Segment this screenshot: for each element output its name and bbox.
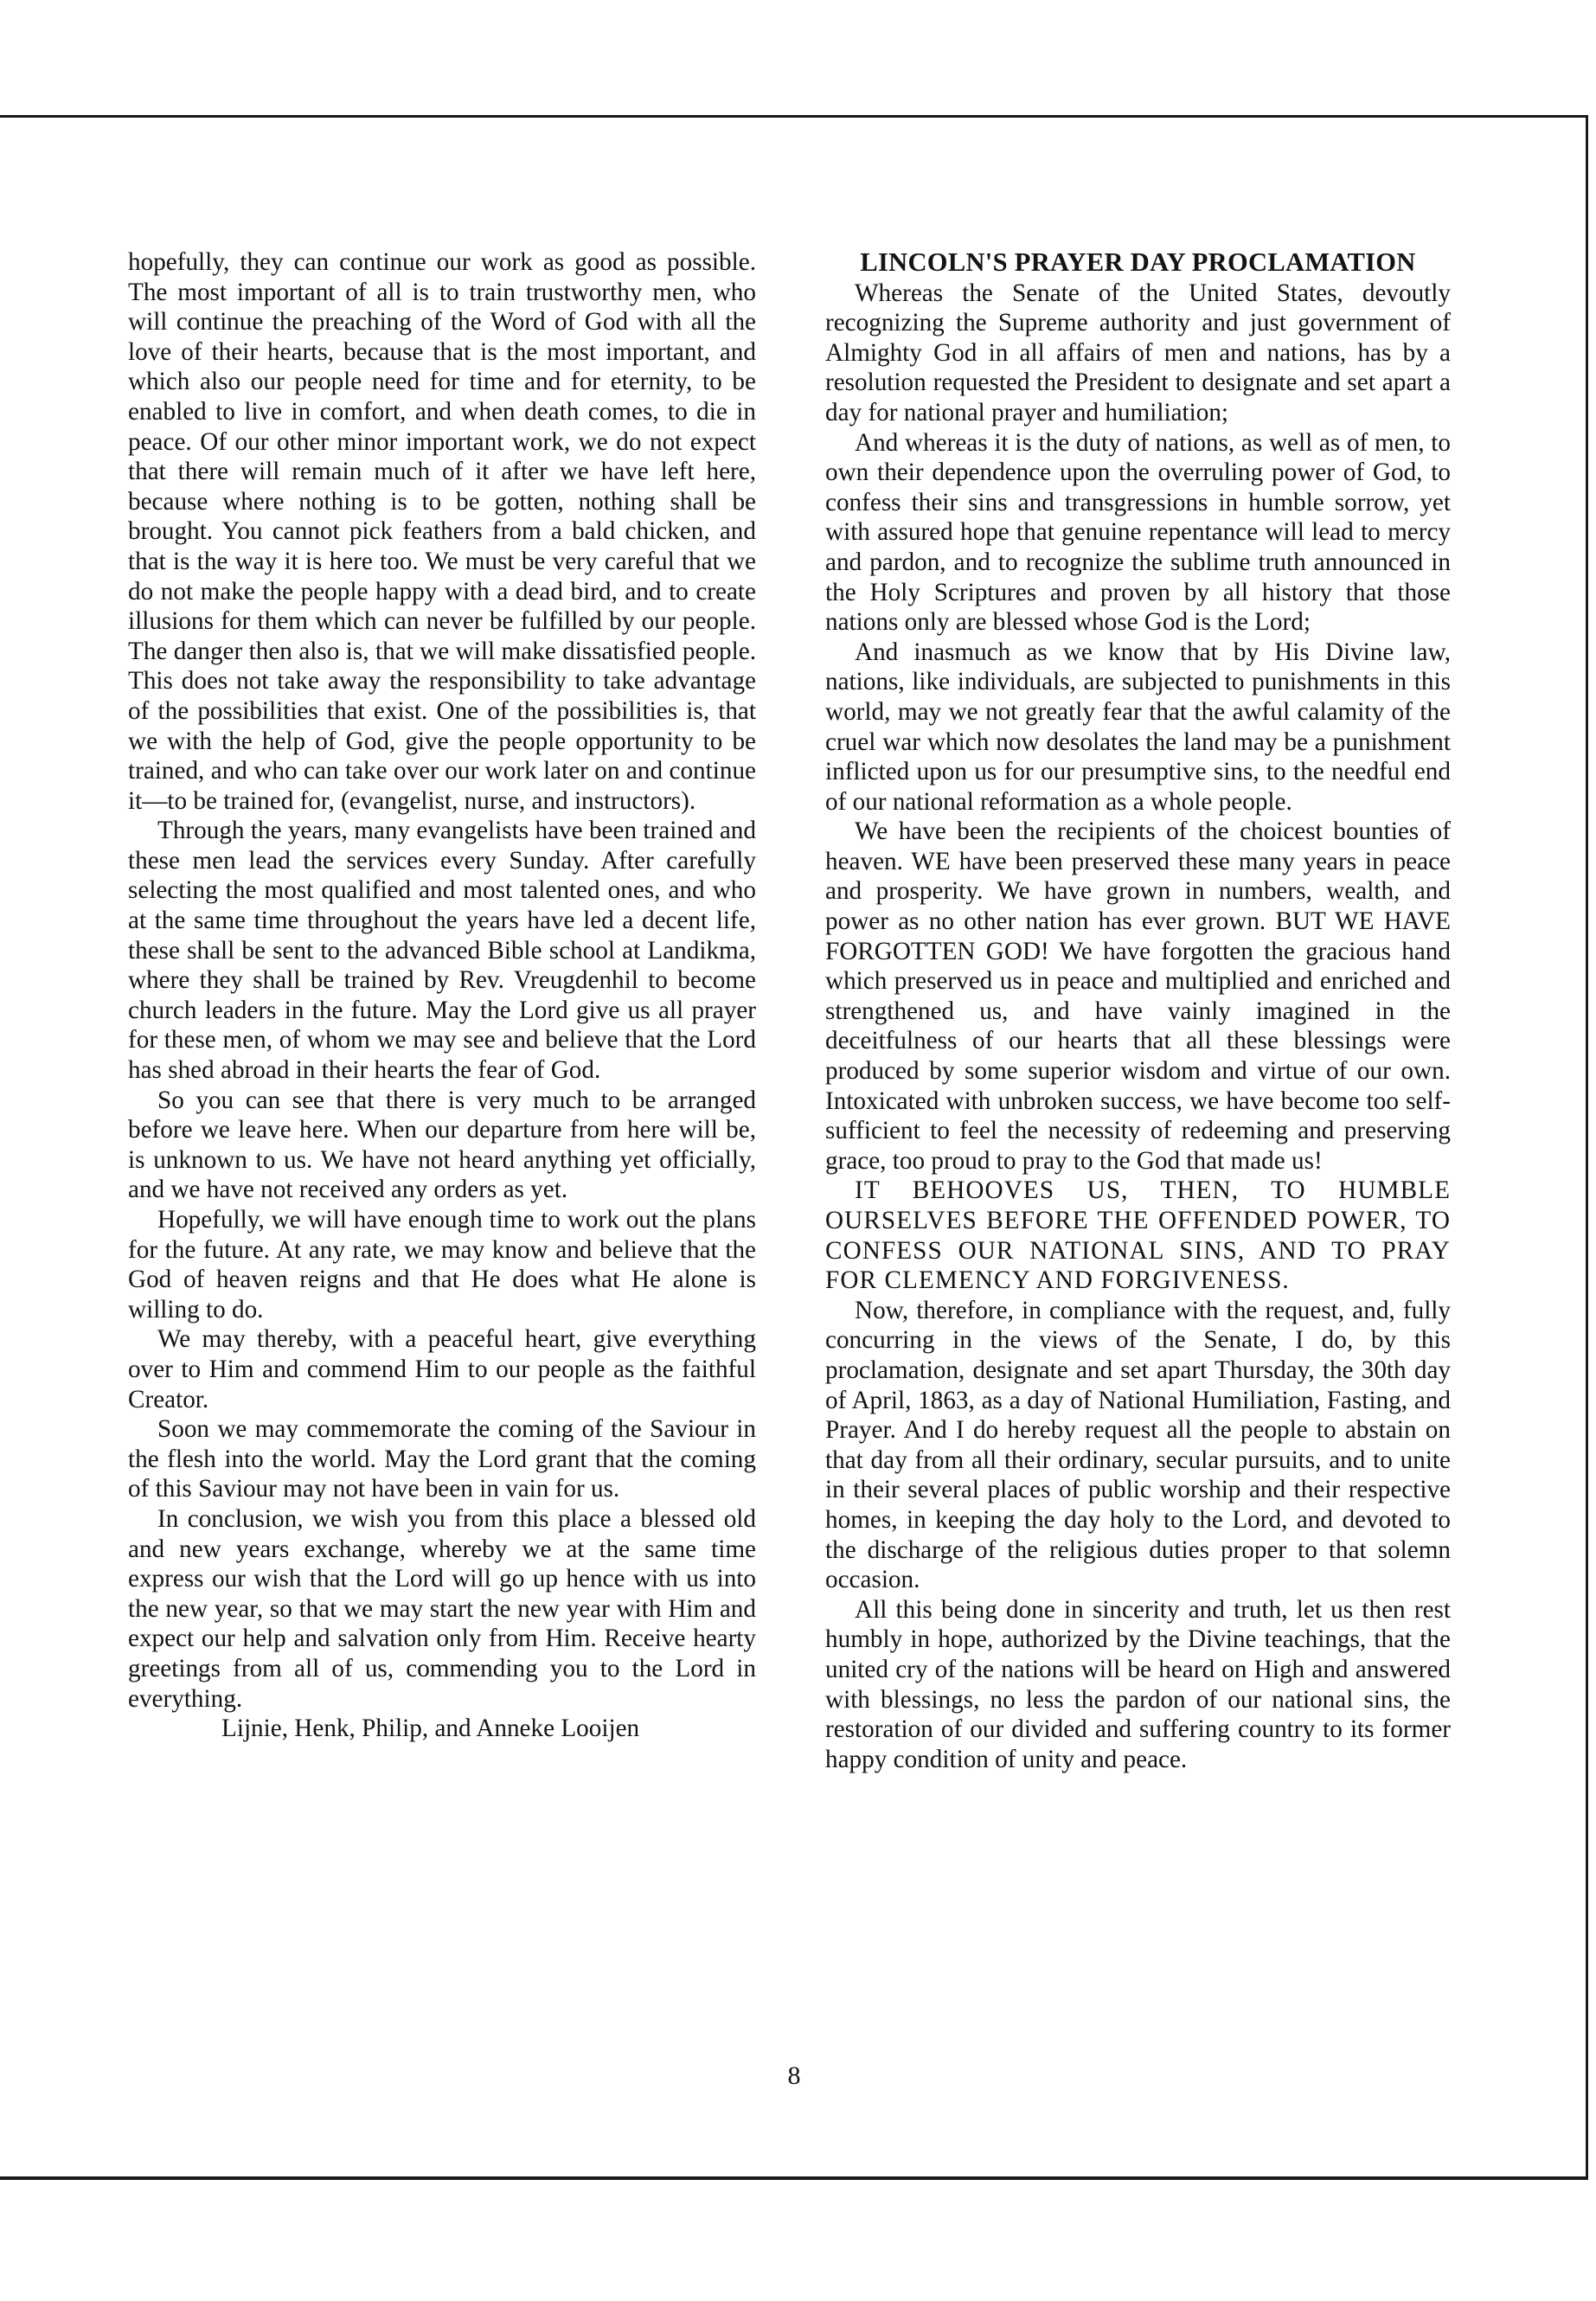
- letter-paragraph-7: In conclusion, we wish you from this place a blessed old and new years exchange, whereby we at the same time express our wish that the Lord will go up hence with us into the new year, so that we may start the new year with Him and expect our help and salvation only from Him. Receive hearty greetings from all of us, commending you to the Lord in everything.: [128, 1504, 756, 1713]
- letter-paragraph-4: Hopefully, we will have enough time to work out the plans for the future. At any rate, we may know and believe that the God of heaven reigns and that He does what He alone is willing to do.: [128, 1206, 756, 1324]
- letter-paragraph-6: Soon we may commemorate the coming of the Saviour in the flesh into the world. May the Lord grant that the coming of this Saviour may not have been in vain for us.: [128, 1415, 756, 1503]
- proclamation-paragraph-3: And inasmuch as we know that by His Divine law, nations, like individuals, are subjected to punishments in this world, may we not greatly fear that the awful calamity of the cruel war which now desolates the land may be a punishment inflicted upon us for our presumptive sins, to the needful end of our national reformation as a whole people.: [825, 638, 1451, 816]
- proclamation-paragraph-4: We have been the recipients of the choicest bounties of heaven. WE have been preserved these many years in peace and prosperity. We have grown in numbers, wealth, and power as no other nation has ever grown. BUT WE HAVE FORGOTTEN GOD! We have forgotten the gracious hand which preserved us in peace and multiplied and enriched and strengthened us, and have vainly imagined in the deceitfulness of our hearts that all these blessings were produced by some superior wisdom and virtue of our own. Intoxicated with unbroken success, we have become too self-sufficient to feel the necessity of redeeming and preserving grace, too proud to pray to the God that made us!: [825, 817, 1451, 1175]
- page-number: 8: [787, 2061, 801, 2090]
- proclamation-paragraph-6: Now, therefore, in compliance with the request, and, fully concurring in the views of the Senate, I do, by this proclamation, designate and set apart Thursday, the 30th day of April, 1863, as a day of National Humiliation, Fasting, and Prayer. And I do hereby request all the people to abstain on that day from all their ordinary, secular pursuits, and to unite in their several places of public worship and their respective homes, in keeping the day holy to the Lord, and devoted to the discharge of the religious duties proper to that solemn occasion.: [825, 1296, 1451, 1594]
- letter-signature: Lijnie, Henk, Philip, and Anneke Looijen: [221, 1715, 640, 1743]
- proclamation-paragraph-7: All this being done in sincerity and truth, let us then rest humbly in hope, authorized by the Divine teachings, that the united cry of the nations will be heard on High and answered with blessings, no less the pardon of our national sins, the restoration of our divided and suffering country to its former happy condition of unity and peace.: [825, 1595, 1451, 1773]
- proclamation-heading: LINCOLN'S PRAYER DAY PROCLAMATION: [860, 247, 1416, 277]
- proclamation-paragraph-5: IT BEHOOVES US, THEN, TO HUMBLE OURSELVES BEFORE THE OFFENDED POWER, TO CONFESS OUR NATIONAL SINS, AND TO PRAY FOR CLEMENCY AND FORGIVENESS.: [825, 1176, 1451, 1295]
- proclamation-paragraph-1: Whereas the Senate of the United States, devoutly recognizing the Supreme authority and just government of Almighty God in all affairs of men and nations, has by a resolution requested the President to designate and set apart a day for national prayer and humiliation;: [825, 279, 1451, 426]
- letter-paragraph-1: hopefully, they can continue our work as good as possible. The most important of all is to train trustworthy men, who will continue the preaching of the Word of God with all the love of their hearts, because that is the most important, and which also our people need for time and for eternity, to be enabled to live in comfort, and when death comes, to die in peace. Of our other minor important work, we do not expect that there will remain much of it after we have left here, because where nothing is to be gotten, nothing shall be brought. You cannot pick feathers from a bald chicken, and that is the way it is here too. We must be very careful that we do not make the people happy with a dead bird, and to create illusions for them which can never be fulfilled by our people. The danger then also is, that we will make dissatisfied people. This does not take away the responsibility to take advantage of the possibilities that exist. One of the possibilities is, that we with the help of God, give the people opportunity to be trained, and who can take over our work later on and continue it—to be trained for, (evangelist, nurse, and instructors).: [128, 248, 756, 815]
- letter-paragraph-2: Through the years, many evangelists have been trained and these men lead the services every Sunday. After carefully selecting the most qualified and most talented ones, and who at the same time throughout the years have led a decent life, these shall be sent to the advanced Bible school at Landikma, where they shall be trained by Rev. Vreugdenhil to become church leaders in the future. May the Lord give us all prayer for these men, of whom we may see and believe that the Lord has shed abroad in their hearts the fear of God.: [128, 817, 756, 1085]
- proclamation-paragraph-2: And whereas it is the duty of nations, as well as of men, to own their dependence upon the overruling power of God, to confess their sins and transgressions in humble sorrow, yet with assured hope that genuine repentance will lead to mercy and pardon, and to recognize the sublime truth announced in the Holy Scriptures and proven by all history that those nations only are blessed whose God is the Lord;: [825, 428, 1451, 637]
- letter-paragraph-3: So you can see that there is very much to be arranged before we leave here. When our departure from here will be, is unknown to us. We have not heard anything yet officially, and we have not received any orders as yet.: [128, 1086, 756, 1204]
- right-column: [825, 247, 1451, 1774]
- left-column: [128, 247, 756, 1744]
- letter-paragraph-5: We may thereby, with a peaceful heart, give everything over to Him and commend Him to our people as the faithful Creator.: [128, 1325, 756, 1413]
